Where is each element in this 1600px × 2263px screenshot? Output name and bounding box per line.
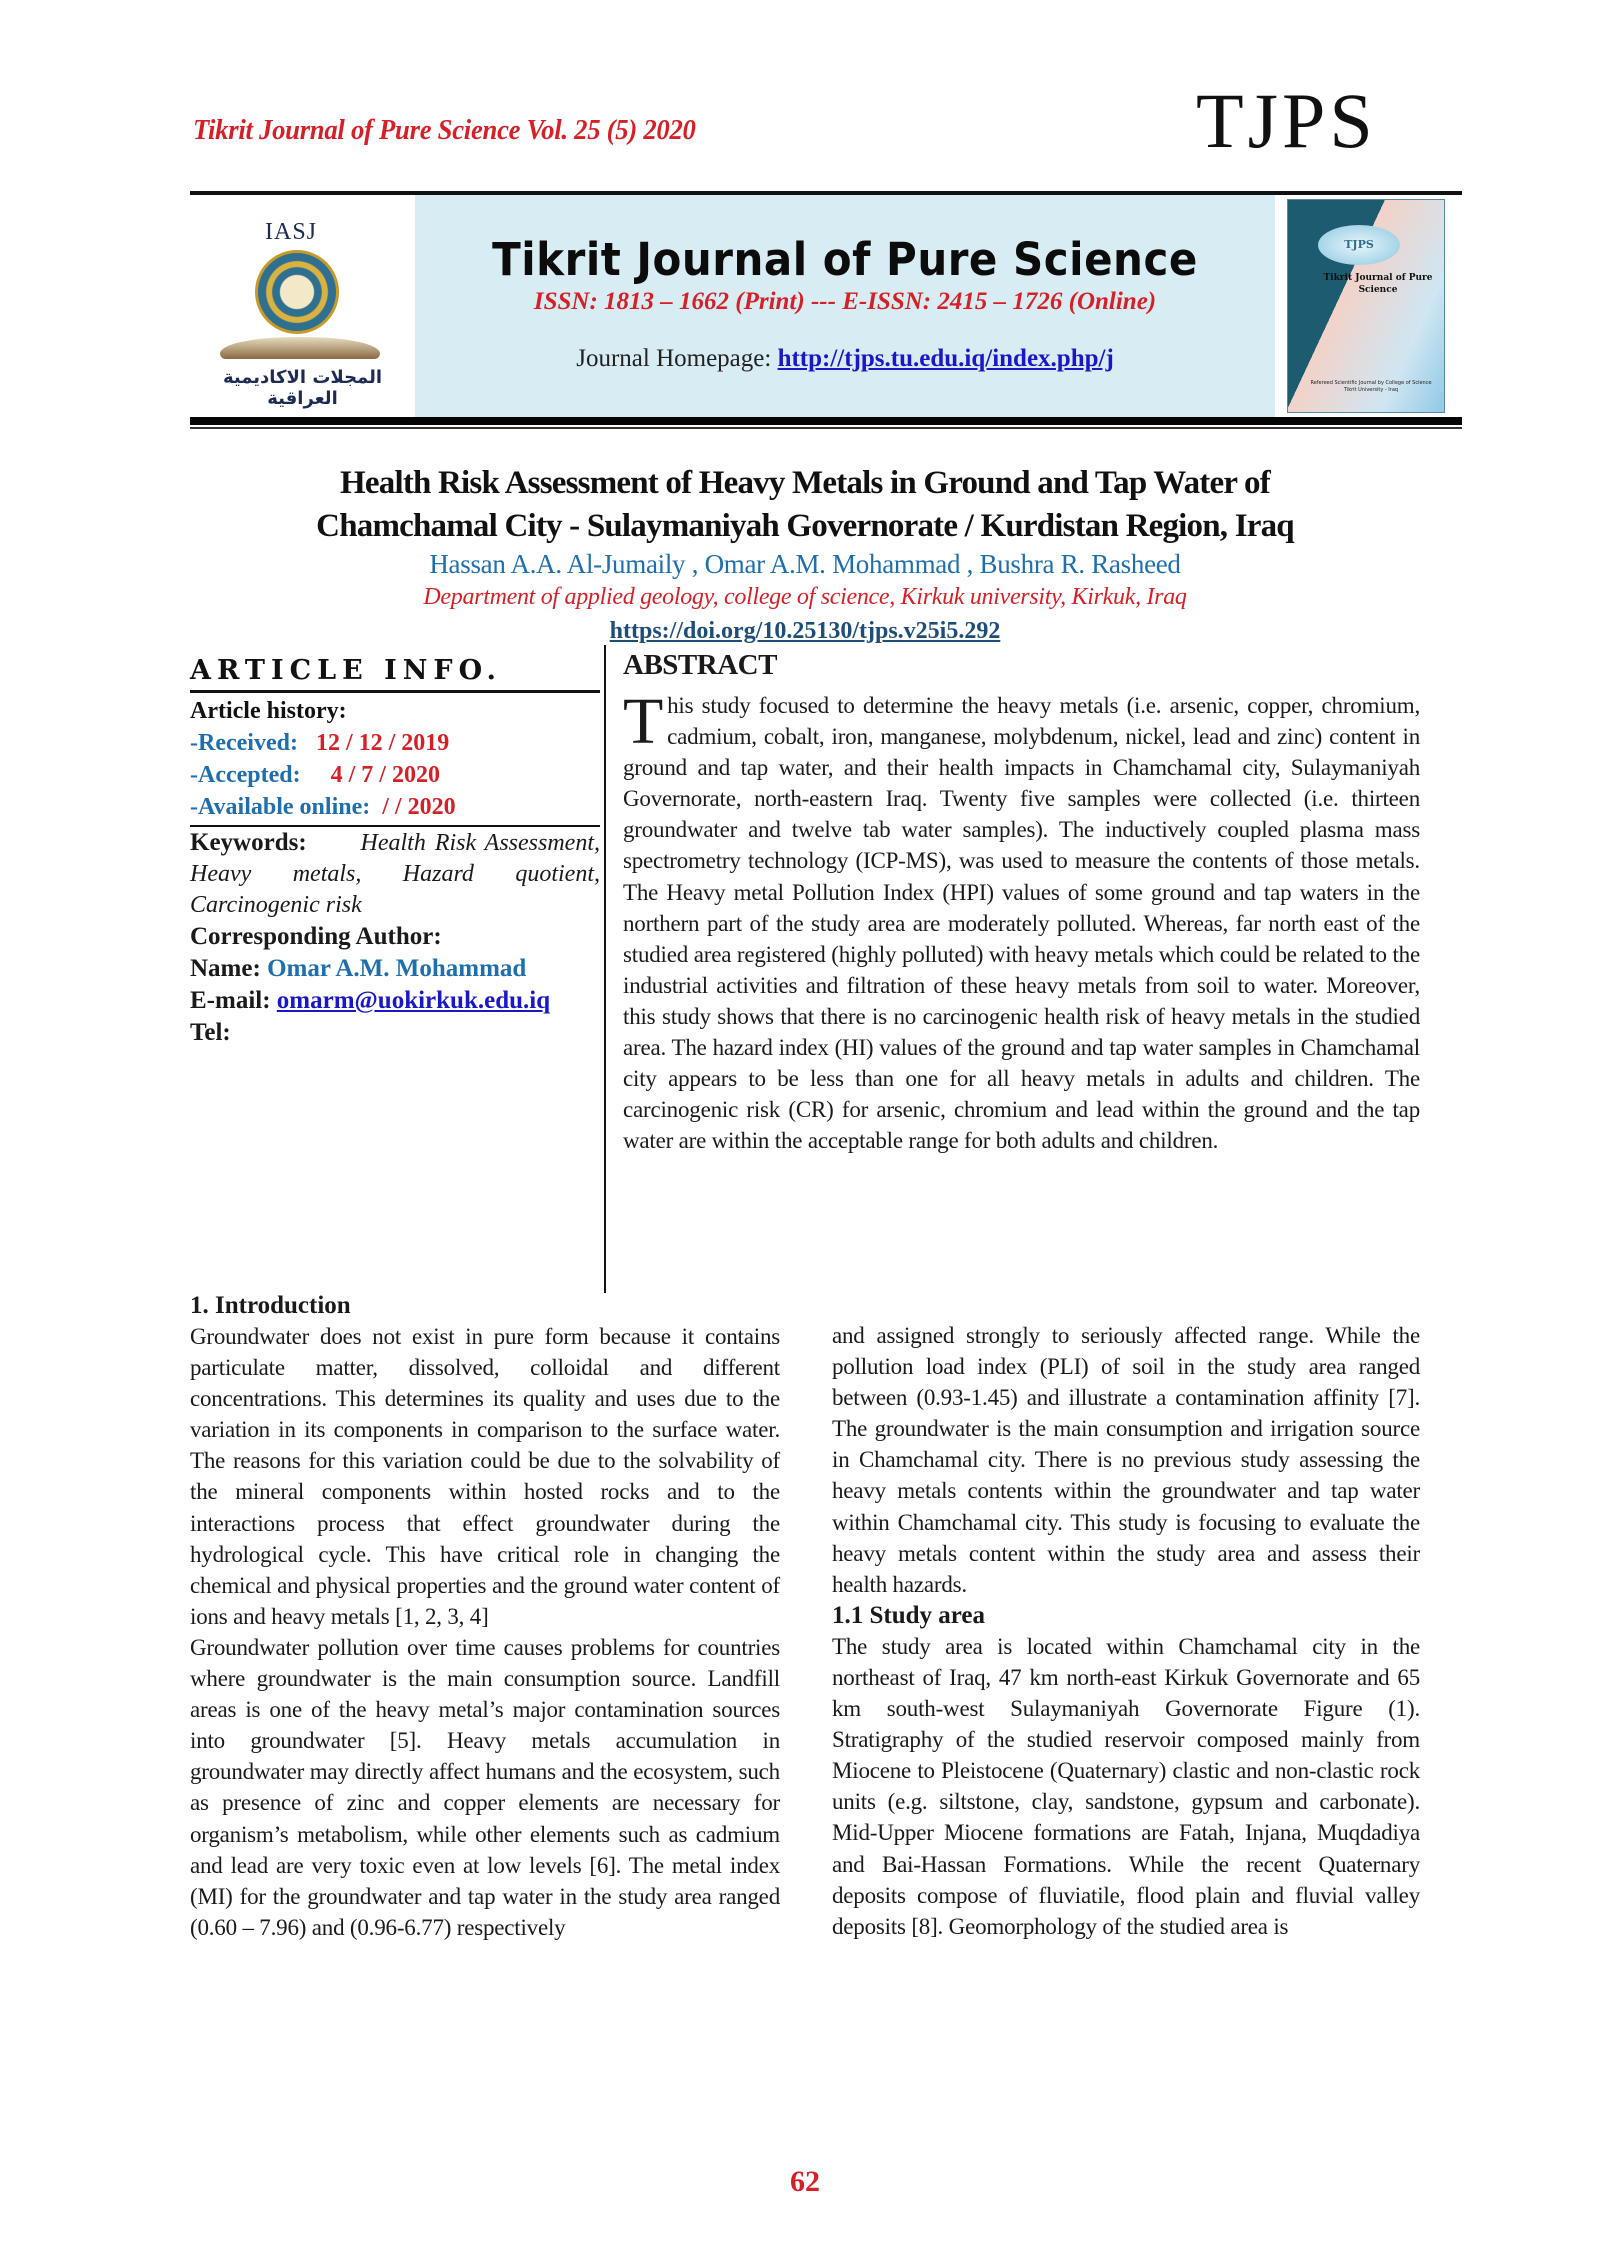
keywords-label: Keywords: [190,829,307,856]
corresponding-name-row [190,953,600,985]
doi [160,616,1450,646]
paper-title-line-2: Chamchamal City - Sulaymaniyah Governorate / Kurdistan Region, Iraq [316,508,1294,544]
homepage-label: Journal Homepage: [576,345,778,372]
page-number: 62 [790,2165,820,2198]
tel-label: Tel: [190,1019,231,1046]
received-row [190,727,600,759]
banner-title-panel [415,195,1275,417]
available-date: / / 2020 [382,794,456,820]
study-area-heading: 1.1 Study area [832,1601,986,1629]
abstract-text: his study focused to determine the heavy metals (i.e. arsenic, copper, chromium, cadmium, cobalt, iron, manganese, molybdenum, nickel, lead and zinc) content in ground and tap water, and their health impacts in Chamchamal city, Sulaymaniyah Governorate, north-eastern Iraq. Twenty five samples were collected (i.e. thirteen groundwater and twelve tab water samples). The inductively coupled plasma mass spectrometry technology (ICP-MS), was used to measure the contents of those metals. The Heavy metal Pollution Index (HPI) values of some ground and tap waters in the northern part of the study area are moderately polluted. Whereas, far north east of the studied area registered (highly polluted) with heavy metals which could be related to the industrial activities and filtration of these heavy metals from soil to water. Moreover, this study shows that there is no carcinogenic health risk of heavy metals in the studied area. The hazard index (HI) values of the ground and tap water samples in Chamchamal city appears to be less than one for all heavy metals in adults and children. The carcinogenic risk (CR) for arsenic, chromium and lead within the ground and the tap water are within the acceptable range for both adults and children. [623,693,1420,1154]
keywords-text: Health Risk Assessment, Heavy metals, Hazard quotient, Carcinogenic risk [190,830,600,918]
header-rule-thin [190,427,1462,429]
homepage-link[interactable]: http://tjps.tu.edu.iq/index.php/j [777,345,1114,372]
received-label: -Received: [190,730,298,756]
running-header-journal-volume: Tikrit Journal of Pure Science Vol. 25 (5) 2020 [193,114,696,146]
affiliation: Department of applied geology, college of science, Kirkuk university, Kirkuk, Iraq [423,584,1187,610]
article-info-panel [190,652,600,1049]
received-date: 12 / 12 / 2019 [315,730,450,756]
journal-cover-image [1287,199,1445,413]
paper-title-line-1: Health Risk Assessment of Heavy Metals in Ground and Tap Water of [340,465,1270,501]
name-label: Name: [190,955,261,982]
journal-acronym: TJPS [1196,77,1377,164]
iasj-logo [190,195,415,417]
accepted-label: -Accepted: [190,762,301,788]
accepted-row [190,759,600,791]
available-label: -Available online: [190,794,371,820]
abstract-section [623,648,1420,1156]
paper-title [160,462,1450,548]
doi-link[interactable]: https://doi.org/10.25130/tjps.v25i5.292 [609,618,1001,644]
corresponding-author-label: Corresponding Author: [190,923,442,950]
journal-homepage [415,345,1275,373]
cover-title: Tikrit Journal of Pure Science [1323,273,1433,295]
iasj-logo-label: IASJ [265,219,318,245]
corresponding-email-row [190,985,600,1017]
article-history-label: Article history: [190,698,347,724]
journal-banner [190,195,1462,417]
available-row [190,791,600,823]
article-info-heading: ARTICLE INFO. [190,652,600,693]
issn-line: ISSN: 1813 – 1662 (Print) --- E-ISSN: 2415 – 1726 (Online) [533,288,1157,315]
email-link[interactable]: omarm@uokirkuk.edu.iq [276,987,551,1014]
body-column-left [190,1290,780,1943]
cover-badge: TJPS [1318,225,1400,265]
intro-paragraph-1: Groundwater does not exist in pure form because it contains particulate matter, dissolved, colloidal and different concentrations. This determines its quality and uses due to the variation in its components in comparison to the surface water. The reasons for this variation could be due to the solvability of the mineral components within hosted rocks and to the interactions process that effect groundwater during the hydrological cycle. This have critical role in changing the chemical and physical properties and the ground water content of ions and heavy metals [1, 2, 3, 4] [190,1324,780,1629]
iasj-arabic-label: المجلات الاكاديمية العراقية [222,367,383,409]
introduction-heading: 1. Introduction [190,1292,351,1319]
iasj-emblem-icon [255,250,339,334]
intro-paragraph-2: Groundwater pollution over time causes problems for countries where groundwater is the main consumption source. Landfill areas is one of the heavy metal’s major contamination sources into groundwater [5]. Heavy metals accumulation in groundwater may directly affect humans and the ecosystem, such as presence of zinc and copper elements are necessary for organism’s metabolism, while other elements such as cadmium and lead are very toxic even at low levels [6]. The metal index (MI) for the groundwater and tap water in the study area ranged (0.60 – 7.96) and (0.96-6.77) respectively [190,1634,780,1940]
corresponding-name: Omar A.M. Mohammad [267,955,527,982]
study-area-paragraph: The study area is located within Chamchamal city in the northeast of Iraq, 47 km north-east Kirkuk Governorate and 65 km south-west Sulaymaniyah Governorate Figure (1). Stratigraphy of the studied reservoir composed mainly from Miocene to Pleistocene (Quaternary) clastic and non-clastic rock units (e.g. siltstone, clay, sandstone, gypsum and carbonate). Mid-Upper Miocene formations are Fatah, Injana, Muqdadiya and Bai-Hassan Formations. While the recent Quaternary deposits compose of fluviatile, flood plain and fluvial valley deposits [8]. Geomorphology of the studied area is [832,1633,1420,1939]
email-label: E-mail: [190,987,271,1014]
abstract-body [623,685,1420,1156]
accepted-date: 4 / 7 / 2020 [330,762,440,788]
intro-paragraph-3: and assigned strongly to seriously affected range. While the pollution load index (PLI) of soil in the study area ranged between (0.93-1.45) and illustrate a contamination affinity [7]. The groundwater is the main consumption and irrigation source in Chamchamal city. There is no previous study assessing the heavy metals contents within the groundwater and tap water within Chamchamal city. This study is focusing to evaluate the heavy metals content within the study area and assess their health hazards. [832,1323,1420,1597]
column-divider [604,645,606,1293]
header-rule-thick [190,417,1462,425]
abstract-dropcap: T [623,685,664,758]
authors: Hassan A.A. Al-Jumaily , Omar A.M. Mohammad , Bushra R. Rasheed [429,549,1181,579]
cover-footer: Refereed Scientific Journal by College of Science Tikrit University - Iraq [1310,380,1432,393]
journal-name: Tikrit Journal of Pure Science [492,233,1198,286]
abstract-heading: ABSTRACT [623,649,777,681]
keywords [190,827,600,921]
open-book-icon [220,337,380,359]
body-column-right [832,1320,1420,1942]
